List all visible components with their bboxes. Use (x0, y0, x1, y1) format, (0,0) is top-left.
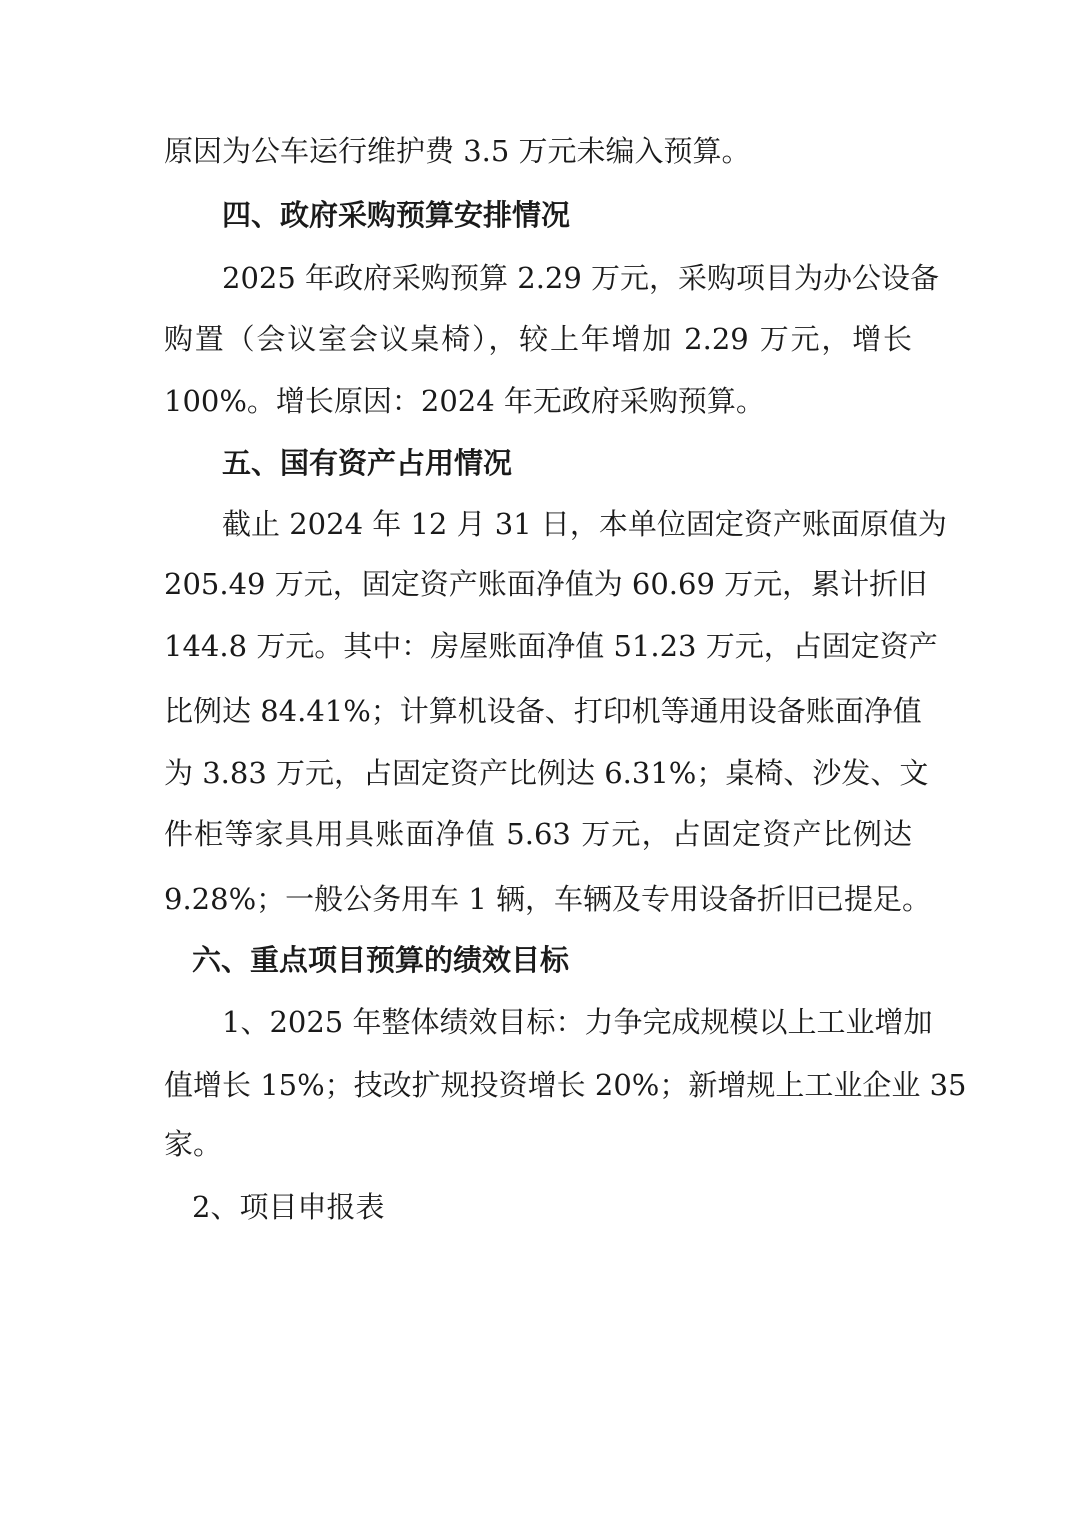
paragraph-line: 1、2025 年整体绩效目标：力争完成规模以上工业增加 (222, 1005, 933, 1039)
paragraph-line: 为 3.83 万元，占固定资产比例达 6.31%；桌椅、沙发、文 (164, 756, 929, 790)
paragraph-line: 144.8 万元。其中：房屋账面净值 51.23 万元，占固定资产 (164, 629, 938, 663)
paragraph-line: 件柜等家具用具账面净值 5.63 万元，占固定资产比例达 (164, 817, 912, 851)
paragraph-line: 购置（会议室会议桌椅），较上年增加 2.29 万元，增长 (164, 322, 912, 356)
paragraph-line: 比例达 84.41%；计算机设备、打印机等通用设备账面净值 (164, 694, 922, 728)
paragraph-line: 原因为公车运行维护费 3.5 万元未编入预算。 (164, 134, 751, 168)
paragraph-line: 2025 年政府采购预算 2.29 万元，采购项目为办公设备 (222, 261, 940, 295)
paragraph-line: 100%。增长原因：2024 年无政府采购预算。 (164, 384, 765, 418)
section-heading-procurement: 四、政府采购预算安排情况 (222, 198, 571, 232)
section-heading-assets: 五、国有资产占用情况 (222, 446, 513, 480)
paragraph-line: 9.28%；一般公务用车 1 辆，车辆及专用设备折旧已提足。 (164, 882, 932, 916)
paragraph-line: 205.49 万元，固定资产账面净值为 60.69 万元，累计折旧 (164, 567, 928, 601)
paragraph-line: 家。 (164, 1127, 223, 1161)
section-heading-performance-goals: 六、重点项目预算的绩效目标 (192, 943, 570, 977)
paragraph-line: 值增长 15%；技改扩规投资增长 20%；新增规上工业企业 35 (164, 1068, 967, 1102)
project-declaration-item: 2、项目申报表 (192, 1190, 385, 1224)
paragraph-line: 截止 2024 年 12 月 31 日，本单位固定资产账面原值为 (222, 507, 947, 541)
